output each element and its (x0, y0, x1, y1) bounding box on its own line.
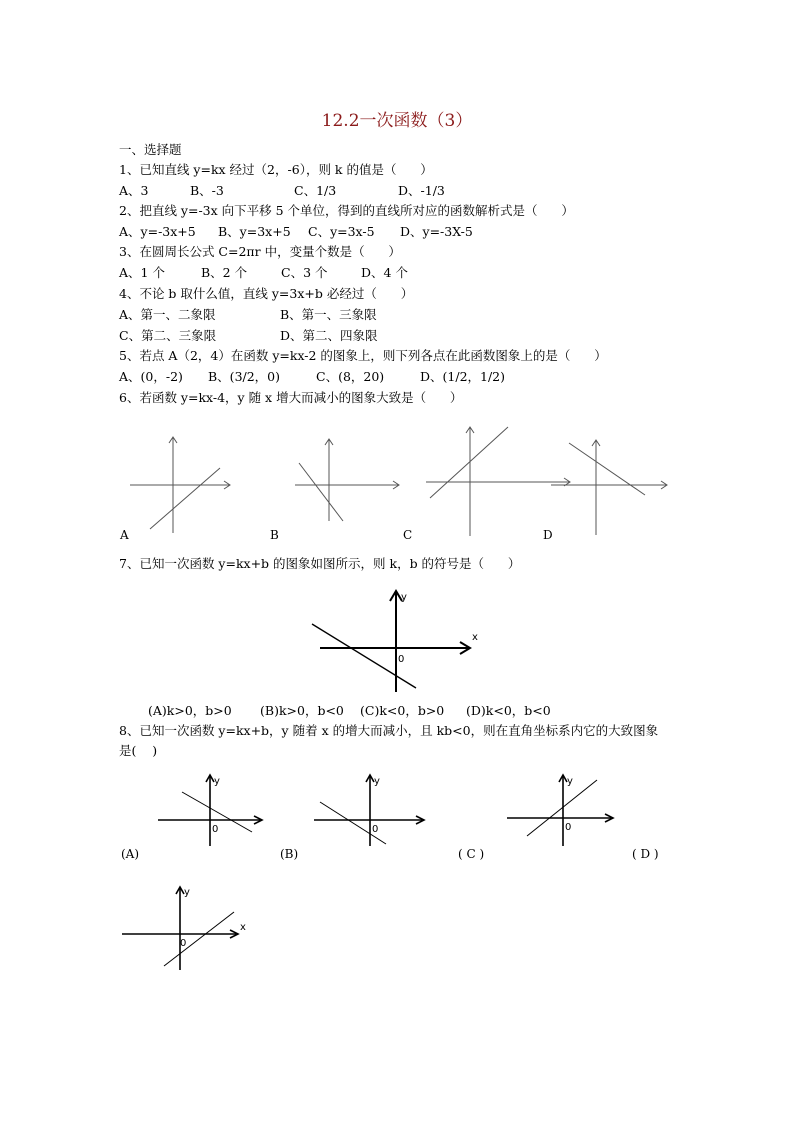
q8b-origin-label: 0 (372, 824, 379, 835)
q8d-origin-label: 0 (180, 938, 187, 949)
question-8-line-2: 是( ) (119, 743, 158, 758)
q7-option-c: (C)k<0，b>0 (360, 703, 445, 718)
q8-graph-d (120, 884, 250, 970)
section-heading: 一、选择题 (119, 142, 182, 157)
q8a-axis-y-label: y (214, 776, 220, 787)
q7-option-d: (D)k<0，b<0 (466, 703, 551, 718)
question-5: 5、若点 A（2，4）在函数 y=kx-2 的图象上，则下列各点在此函数图象上的是（ ） (119, 348, 607, 363)
q8d-axis-x-label: x (240, 922, 246, 933)
q7-axis-x-label: x (472, 632, 478, 643)
q8c-axis-y-label: y (567, 776, 573, 787)
q8-graph-c (507, 772, 617, 847)
question-8-line-1: 8、已知一次函数 y=kx+b，y 随着 x 的增大而减小，且 kb<0，则在直角坐标系内它的大致图象 (119, 723, 659, 738)
q6-graph-d (549, 437, 671, 537)
q7-option-b: (B)k>0，b<0 (260, 703, 344, 718)
q1-option-d: D、-1/3 (398, 183, 445, 198)
q6-label-d: D (543, 528, 553, 542)
q5-option-d: D、(1/2，1/2) (420, 369, 506, 384)
q1-option-b: B、-3 (190, 183, 224, 198)
q8d-axis-y-label: y (184, 887, 190, 898)
q6-label-b: B (270, 528, 279, 542)
q3-option-a: A、1 个 (119, 265, 165, 280)
q1-option-c: C、1/3 (294, 183, 337, 198)
q6-graph-a (128, 433, 238, 533)
q8-graph-b (314, 772, 429, 847)
question-1: 1、已知直线 y=kx 经过（2，-6），则 k 的值是（ ） (119, 162, 433, 177)
q6-label-a: A (120, 528, 129, 542)
q7-axis-y-label: y (401, 592, 407, 603)
question-2: 2、把直线 y=-3x 向下平移 5 个单位，得到的直线所对应的函数解析式是（ ） (119, 203, 574, 218)
q8-label-d: ( D ) (632, 847, 659, 861)
q3-option-d: D、4 个 (361, 265, 408, 280)
q8-label-a: (A) (121, 847, 140, 861)
q7-option-a: (A)k>0，b>0 (148, 703, 232, 718)
q5-option-c: C、(8，20) (316, 369, 385, 384)
q8c-origin-label: 0 (565, 822, 572, 833)
question-6: 6、若函数 y=kx-4，y 随 x 增大而减小的图象大致是（ ） (119, 390, 463, 405)
q4-option-c: C、第二、三象限 (119, 328, 217, 343)
q7-graph (310, 588, 490, 693)
q3-option-c: C、3 个 (281, 265, 328, 280)
q8a-origin-label: 0 (212, 824, 219, 835)
q6-graph-b (293, 435, 403, 525)
q3-option-b: B、2 个 (201, 265, 248, 280)
q8-label-b: (B) (280, 847, 299, 861)
q6-label-c: C (403, 528, 413, 542)
q8-label-c: ( C ) (458, 847, 485, 861)
q2-option-a: A、y=-3x+5 (119, 224, 196, 239)
q8b-axis-y-label: y (374, 776, 380, 787)
q7-origin-label: 0 (398, 654, 405, 665)
question-3: 3、在圆周长公式 C=2πr 中，变量个数是（ ） (119, 244, 401, 259)
question-4: 4、不论 b 取什么值，直线 y=3x+b 必经过（ ） (119, 286, 414, 301)
q2-option-b: B、y=3x+5 (218, 224, 291, 239)
q4-option-b: B、第一、三象限 (280, 307, 377, 322)
page-title: 12.2一次函数（3） (321, 111, 473, 131)
q8-graph-a (158, 772, 268, 847)
q5-option-b: B、(3/2，0) (208, 369, 281, 384)
question-7: 7、已知一次函数 y=kx+b 的图象如图所示，则 k，b 的符号是（ ） (119, 556, 521, 571)
q4-option-d: D、第二、四象限 (280, 328, 378, 343)
q2-option-d: D、y=-3X-5 (400, 224, 473, 239)
q4-option-a: A、第一、二象限 (119, 307, 216, 322)
q1-option-a: A、3 (119, 183, 149, 198)
q2-option-c: C、y=3x-5 (308, 224, 375, 239)
q5-option-a: A、(0，-2) (119, 369, 183, 384)
